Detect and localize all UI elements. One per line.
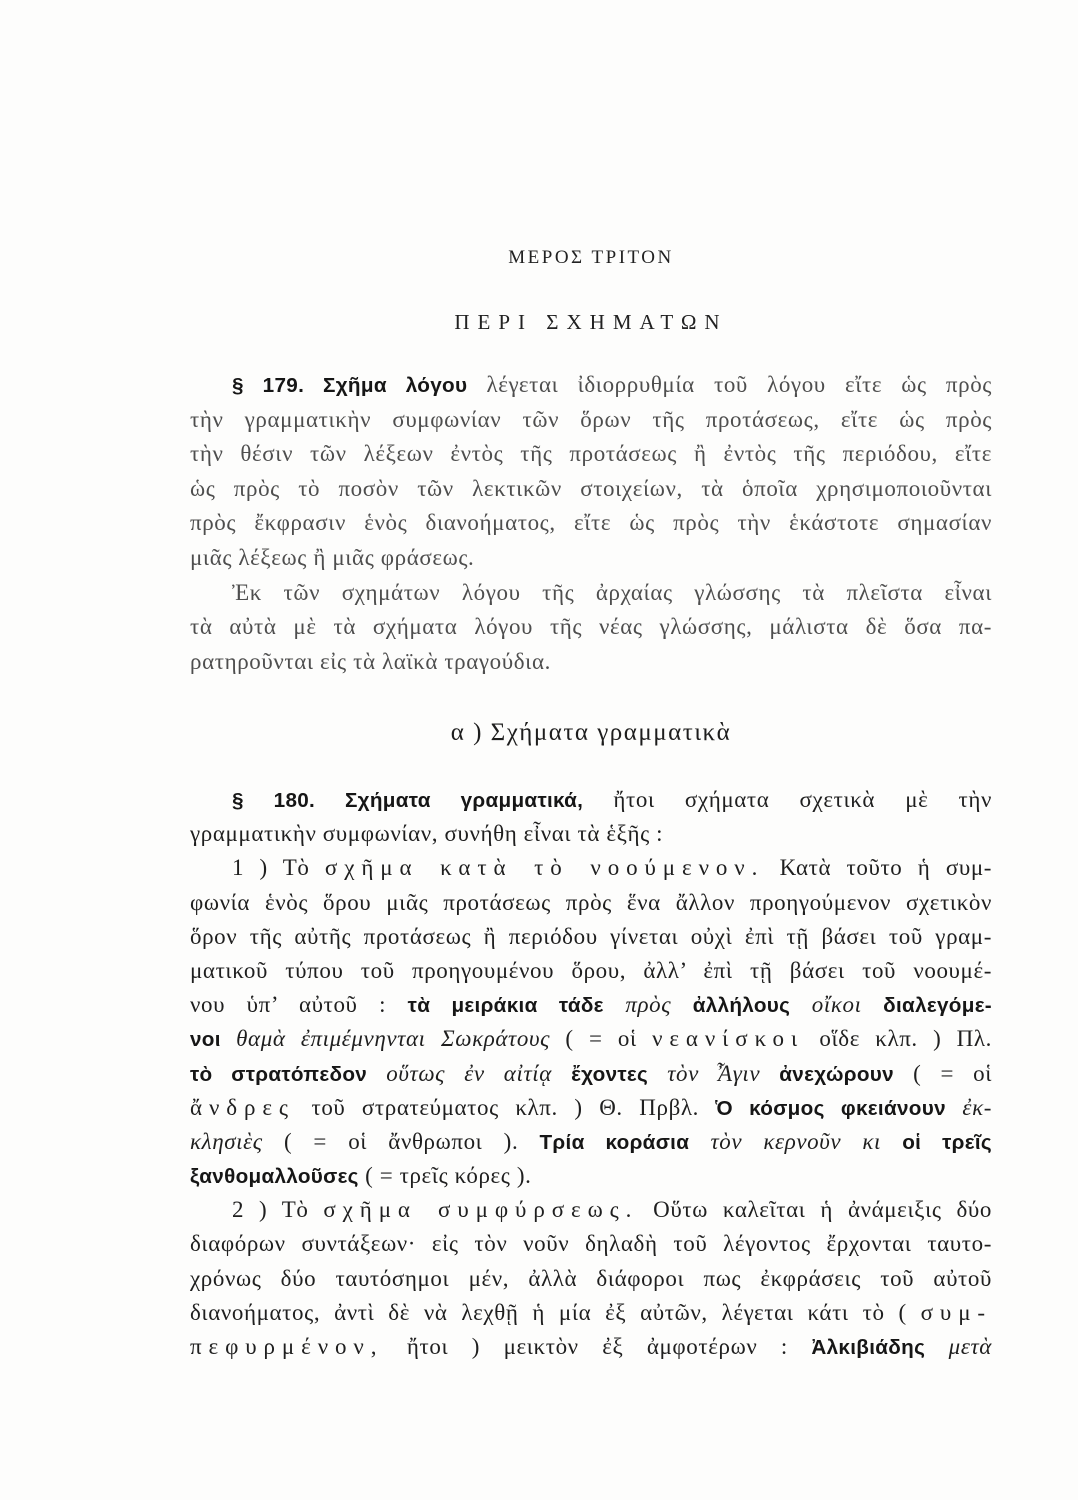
bold-term: ἔχοντες — [571, 1062, 649, 1086]
text-line — [190, 851, 992, 885]
body-text: πρὸς ἔκφρασιν ἑνὸς διανοήματος, εἴτε ὡς πρὸς τὴν ἑκάστοτε σημασίαν — [190, 510, 992, 536]
text-line — [190, 1330, 992, 1364]
body-text: 1 ) Τὸ — [232, 855, 325, 881]
bold-term: τὰ μειράκια τάδε — [407, 994, 604, 1018]
section-179-text — [190, 368, 992, 679]
spaced-term: συμ- — [920, 1299, 992, 1325]
italic-example: οἴκοι — [790, 992, 884, 1018]
body-text: διαφόρων συντάξεων· εἰς τὸν νοῦν δηλαδὴ τοῦ λέγοντος ἔρχονται ταυτο- — [190, 1231, 992, 1257]
body-text: ἤτοι σχήματα σχετικὰ μὲ τὴν — [583, 787, 993, 812]
text-line — [190, 1159, 992, 1193]
text-line — [190, 541, 992, 576]
body-text: ρατηροῦνται εἰς τὰ λαϊκὰ τραγούδια. — [190, 648, 551, 674]
subsection-heading: α ) Σχήματα γραμματικὰ — [450, 719, 732, 746]
text-line — [190, 437, 992, 472]
body-text: ὅρον τῆς αὐτῆς προτάσεως ἢ περιόδου γίνεται οὐχὶ ἐπὶ τῇ βάσει τοῦ γραμ- — [190, 923, 992, 949]
bold-term: Ὁ κόσμος φκειάνουν — [715, 1096, 946, 1120]
italic-example: οὕτως ἐν αἰτίᾳ — [367, 1060, 572, 1086]
bold-term: § 180. Σχήματα γραμματικά, — [232, 789, 584, 812]
spaced-term: πεφυρμένον, — [190, 1334, 384, 1359]
body-text: Ἐκ τῶν σχημάτων λόγου τῆς ἀρχαίας γλώσσης τὰ πλεῖστα εἶναι — [232, 579, 992, 605]
body-text: χρόνως δύο ταυτόσημοι μέν, ἀλλὰ διάφοροι πως ἐκφράσεις τοῦ αὐτοῦ — [190, 1265, 992, 1291]
bold-term: ξανθομαλλοῦσες — [190, 1165, 359, 1189]
part-title: ΜΕΡΟΣ ΤΡΙΤΟΝ — [508, 247, 674, 268]
bold-term: Τρία κοράσια — [539, 1130, 690, 1154]
text-line — [190, 988, 992, 1022]
text-line — [190, 472, 992, 507]
body-text: Κατὰ τοῦτο ἡ συμ- — [764, 855, 993, 881]
body-text: ἤτοι ) μεικτὸν ἐξ ἀμφοτέρων : — [383, 1334, 812, 1359]
body-text: ( = οἱ — [893, 1060, 993, 1086]
spaced-term: νεανίσκοι — [652, 1026, 805, 1052]
body-text: φωνία ἑνὸς ὅρου μιᾶς προτάσεως πρὸς ἕνα ἄλλον προηγούμενον σχετικὸν — [190, 889, 992, 915]
text-line — [190, 576, 992, 611]
body-text: οἵδε κλπ. ) Πλ. — [804, 1026, 992, 1052]
body-text: γραμματικὴν συμφωνίαν, συνήθη εἶναι τὰ ἑξῆς : — [190, 821, 664, 847]
body-text: μιᾶς λέξεως ἢ μιᾶς φράσεως. — [190, 544, 475, 570]
text-line — [190, 886, 992, 920]
text-line — [190, 1227, 992, 1261]
text-line — [190, 1057, 992, 1091]
bold-term: διαλεγόμε- — [883, 994, 992, 1018]
spaced-term: ἄνδρες — [190, 1094, 295, 1120]
spaced-term: σχῆμα συμφύρσεως. — [323, 1197, 639, 1223]
italic-example: θαμὰ ἐπιμέμνηνται Σωκράτους — [220, 1026, 551, 1052]
body-text: διανοήματος, ἀντὶ δὲ νὰ λεχθῇ ἡ μία ἐξ αὐτῶν, λέγεται κάτι τὸ ( — [190, 1299, 921, 1325]
italic-example: ἐκ- — [945, 1094, 992, 1120]
text-line — [190, 1022, 992, 1056]
body-text: τοῦ στρατεύματος κλπ. ) Θ. Πρβλ. — [294, 1094, 716, 1120]
text-line — [190, 920, 992, 954]
bold-term: ἀλλήλους — [692, 994, 791, 1018]
text-line — [190, 817, 992, 851]
bold-term: τὸ στρατόπεδον — [190, 1062, 368, 1086]
chapter-title: ΠΕΡΙ ΣΧΗΜΑΤΩΝ — [454, 310, 728, 334]
italic-example: τὸν κερνοῦν κι — [689, 1128, 903, 1154]
body-text: τὴν γραμματικὴν συμφωνίαν τῶν ὅρων τῆς προτάσεως, εἴτε ὡς πρὸς — [190, 406, 992, 432]
text-line — [190, 368, 992, 403]
text-line — [190, 1193, 992, 1227]
bold-term: νοι — [190, 1028, 221, 1052]
body-text: ματικοῦ τύπου τοῦ προηγουμένου ὅρου, ἀλλ’ ἐπὶ τῇ βάσει τοῦ νοουμέ- — [190, 957, 992, 983]
bold-term: § 179. Σχῆμα λόγου — [232, 374, 468, 397]
body-text: λέγεται ἰδιορρυθμία τοῦ λόγου εἴτε ὡς πρὸς — [467, 372, 992, 397]
body-text: νου ὑπ’ αὐτοῦ : — [190, 992, 408, 1018]
text-line — [190, 403, 992, 438]
body-text: τὴν θέσιν τῶν λέξεων ἐντὸς τῆς προτάσεως ἢ ἐντὸς τῆς περιόδου, εἴτε — [190, 441, 992, 467]
text-line — [190, 506, 992, 541]
body-text: Οὕτω καλεῖται ἡ ἀνάμειξις δύο — [638, 1197, 992, 1223]
italic-example: τὸν Ἆγιν — [648, 1060, 780, 1086]
text-line — [190, 783, 992, 817]
body-text: τὰ αὐτὰ μὲ τὰ σχήματα λόγου τῆς νέας γλώσσης, μάλιστα δὲ ὅσα πα- — [190, 614, 992, 640]
text-line — [190, 1091, 992, 1125]
text-line — [190, 1125, 992, 1159]
text-line — [190, 645, 992, 680]
italic-example: πρὸς — [603, 992, 693, 1018]
body-text: ( = τρεῖς κόρες ). — [358, 1163, 532, 1189]
body-text: 2 ) Τὸ — [232, 1197, 324, 1223]
text-line — [190, 954, 992, 988]
bold-term: ἀνεχώρουν — [779, 1062, 894, 1086]
bold-term: οἱ τρεῖς — [902, 1130, 992, 1154]
spaced-term: σχῆμα κατὰ τὸ νοούμενον. — [324, 855, 765, 881]
italic-example: μετὰ — [925, 1334, 992, 1359]
text-line — [190, 1296, 992, 1330]
body-text: ( = οἱ — [550, 1026, 653, 1052]
section-180-text — [190, 783, 992, 1364]
body-text: ( = οἱ ἄνθρωποι ). — [262, 1128, 540, 1154]
italic-example: κλησιὲς — [190, 1128, 263, 1154]
body-text: ὡς πρὸς τὸ ποσὸν τῶν λεκτικῶν στοιχείων, τὰ ὁποῖα χρησιμοποιοῦνται — [190, 475, 992, 501]
text-line — [190, 1262, 992, 1296]
text-line — [190, 610, 992, 645]
bold-term: Ἀλκιβιάδης — [811, 1336, 926, 1359]
